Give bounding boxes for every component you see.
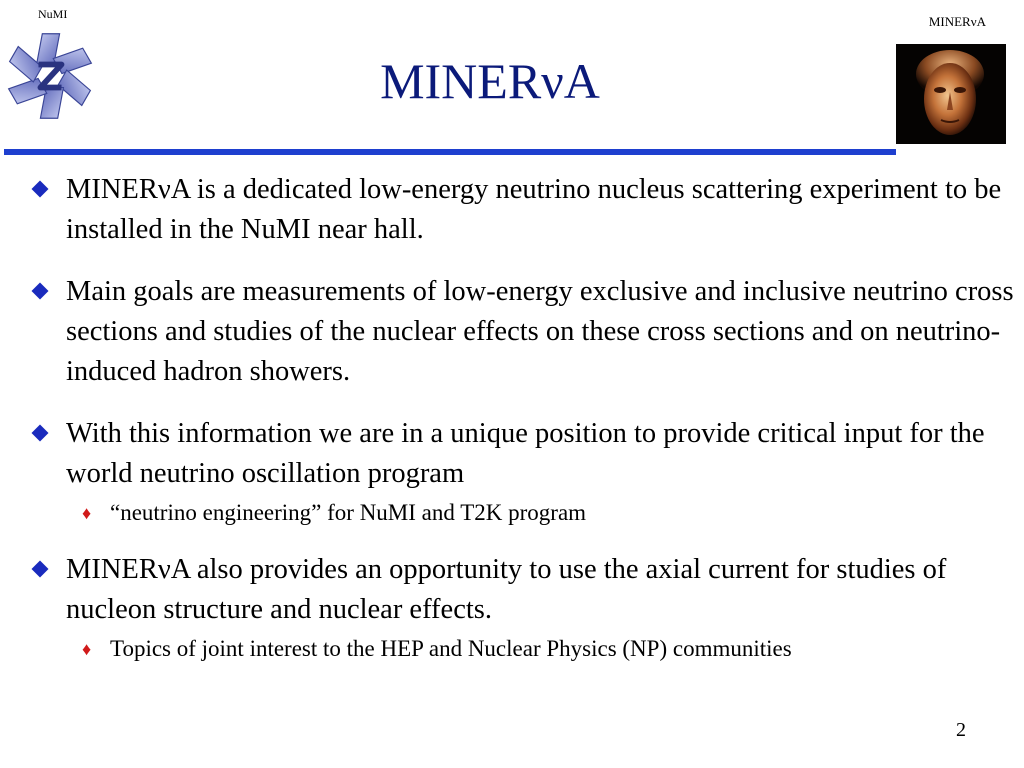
bullet-item xyxy=(30,550,1015,664)
bullet-text: With this information we are in a unique position to provide critical input for the world neutrino oscillation program xyxy=(66,418,985,489)
slide-title: MINERνA xyxy=(380,53,600,109)
bullet-item xyxy=(30,170,1015,250)
numi-label: NuMI xyxy=(38,7,68,21)
red-diamond-icon: ♦ xyxy=(82,639,92,659)
bullet-item xyxy=(30,414,1015,528)
blue-diamond-icon xyxy=(32,425,49,442)
bullet-text: MINERνA also provides an opportunity to use the axial current for studies of nucleon structure and nuclear effects. xyxy=(66,554,947,625)
blue-diamond-icon xyxy=(32,561,49,578)
sub-bullet-item xyxy=(66,634,1015,664)
bullet-text: MINERνA is a dedicated low-energy neutrino nucleus scattering experiment to be installed in the NuMI near hall. xyxy=(66,174,1002,245)
sub-bullet-text: Topics of joint interest to the HEP and Nuclear Physics (NP) communities xyxy=(110,636,792,661)
page-number: 2 xyxy=(956,719,966,741)
red-diamond-icon: ♦ xyxy=(82,503,92,523)
blue-diamond-icon xyxy=(32,283,49,300)
minerva-label: MINERνA xyxy=(928,14,986,29)
bullet-list xyxy=(30,170,1015,686)
sub-bullet-text: “neutrino engineering” for NuMI and T2K program xyxy=(110,500,587,525)
bullet-item xyxy=(30,272,1015,392)
sub-bullet-item xyxy=(66,498,1015,528)
bullet-text: Main goals are measurements of low-energy exclusive and inclusive neutrino cross sections and studies of the nuclear effects on these cross sections and on neutrino-induced hadron showers. xyxy=(66,276,1014,387)
title-divider xyxy=(4,149,896,155)
blue-diamond-icon xyxy=(32,181,49,198)
